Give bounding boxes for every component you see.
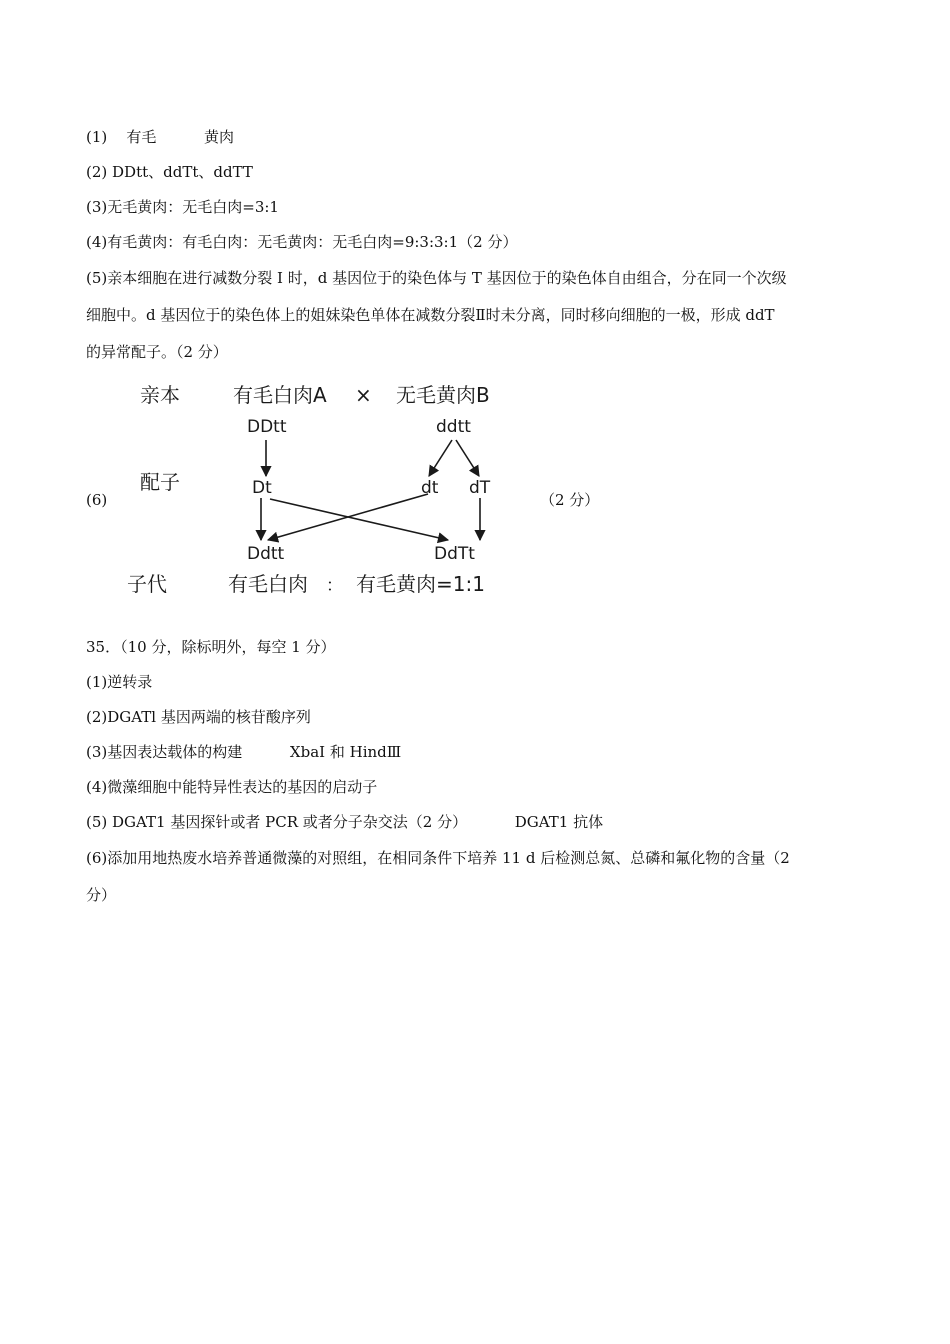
s35-line-1: (1)逆转录 [86, 673, 153, 691]
s35-line-3: (3)基因表达载体的构建 XbaⅠ 和 HindⅢ [86, 743, 402, 761]
arrow-ddtt-to-dt-lower [429, 440, 452, 476]
arrow-dt-to-ddTt [270, 499, 448, 540]
parent-a: 有毛白肉A [233, 383, 327, 407]
parent-b: 无毛黄肉B [396, 383, 490, 407]
offspring-ratio-sep: ： [326, 576, 343, 596]
gamete-dt-lower: dt [421, 478, 439, 498]
gamete-dT: dT [469, 478, 491, 498]
offspring-ratio-2: 有毛黄肉=1:1 [356, 572, 485, 596]
answer-line-5b: 细胞中。d 基因位于的染色体上的姐妹染色单体在减数分裂Ⅱ时未分离，同时移向细胞的一极，形成 ddT [86, 306, 775, 324]
gamete-label: 配子 [140, 470, 180, 494]
genotype-b: ddtt [436, 417, 471, 437]
gamete-dt-upper: Dt [252, 478, 272, 498]
answer-line-5a: (5)亲本细胞在进行减数分裂 I 时，d 基因位于的染色体与 T 基因位于的染色体自由组合，分在同一个次级 [86, 269, 787, 287]
answer-line-3: (3)无毛黄肉：无毛白肉=3:1 [86, 198, 279, 216]
answer-line-4: (4)有毛黄肉：有毛白肉：无毛黄肉：无毛白肉=9:3:3:1（2 分） [86, 233, 518, 251]
arrow-dtlower-to-ddtt [268, 494, 428, 540]
offspring-ddTt: DdTt [434, 544, 475, 564]
parent-label: 亲本 [140, 383, 180, 407]
section35-header: 35．（10 分，除标明外，每空 1 分） [86, 638, 336, 656]
answer-line-5c: 的异常配子。（2 分） [86, 343, 228, 361]
offspring-ratio-1: 有毛白肉 [228, 572, 308, 596]
offspring-ddtt: Ddtt [247, 544, 285, 564]
q6-score: （2 分） [540, 491, 600, 509]
offspring-label: 子代 [127, 572, 167, 596]
s35-line-2: (2)DGATl 基因两端的核苷酸序列 [86, 708, 311, 726]
answer-line-2: (2) DDtt、ddTt、ddTT [86, 163, 253, 181]
q6-label: (6) [86, 491, 108, 509]
cross-symbol: × [355, 383, 372, 407]
answer-line-1: (1) 有毛 黄肉 [86, 128, 235, 146]
s35-line-6b: 分） [86, 886, 117, 904]
s35-line-5: (5) DGAT1 基因探针或者 PCR 或者分子杂交法（2 分） DGAT1 抗体 [86, 813, 604, 831]
genotype-a: DDtt [247, 417, 287, 437]
s35-line-4: (4)微藻细胞中能特异性表达的基因的启动子 [86, 778, 378, 796]
s35-line-6a: (6)添加用地热废水培养普通微藻的对照组，在相同条件下培养 11 d 后检测总氮、总磷和氟化物的含量（2 [86, 849, 790, 867]
arrow-ddtt-to-dT [456, 440, 479, 476]
